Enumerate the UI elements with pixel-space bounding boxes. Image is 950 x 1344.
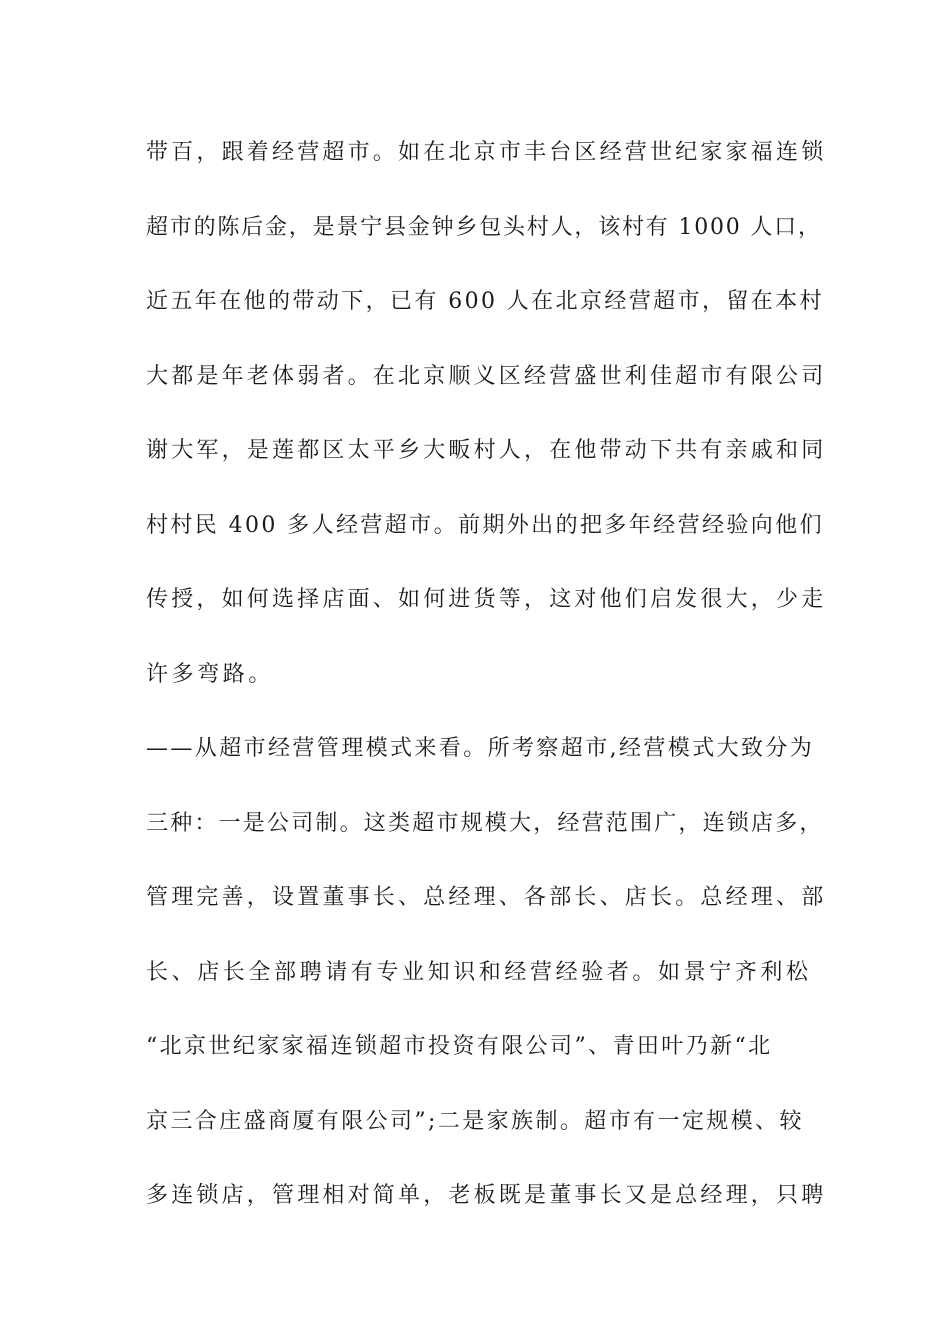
text-line-11: 管理完善，设置董事长、总经理、各部长、店长。总经理、部 [146, 885, 827, 910]
text-line-3: 近五年在他的带动下，已有 600 人在北京经营超市，留在本村 [146, 289, 824, 314]
text-line-2: 超市的陈后金，是景宁县金钟乡包头村人，该村有 1000 人口， [146, 214, 822, 240]
text-line-5: 谢大军，是莲都区太平乡大畈村人，在他带动下共有亲戚和同 [146, 438, 827, 463]
text-line-10: 三种：一是公司制。这类超市规模大，经营范围广，连锁店多， [146, 810, 824, 836]
text-line-13: “北京世纪家家福连锁超市投资有限公司”、青田叶乃新“北 [146, 1034, 773, 1059]
text-line-8: 许多弯路。 [146, 661, 275, 687]
text-line-7: 传授，如何选择店面、如何进货等，这对他们启发很大，少走 [146, 587, 827, 612]
text-line-6: 村村民 400 多人经营超市。前期外出的把多年经营经验向他们 [146, 512, 824, 538]
text-line-9: ——从超市经营管理模式来看。所考察超市,经营模式大致分为 [146, 736, 815, 761]
text-line-4: 大都是年老体弱者。在北京顺义区经营盛世利佳超市有限公司 [146, 363, 827, 389]
text-line-12: 长、店长全部聘请有专业知识和经营经验者。如景宁齐利松 [146, 959, 812, 985]
text-line-14: 京三合庄盛商厦有限公司”;二是家族制。超市有一定规模、较 [146, 1108, 804, 1134]
text-line-1: 带百，跟着经营超市。如在北京市丰台区经营世纪家家福连锁 [146, 140, 827, 165]
text-line-15: 多连锁店，管理相对简单，老板既是董事长又是总经理，只聘 [146, 1183, 827, 1208]
body-text [146, 131, 826, 1249]
